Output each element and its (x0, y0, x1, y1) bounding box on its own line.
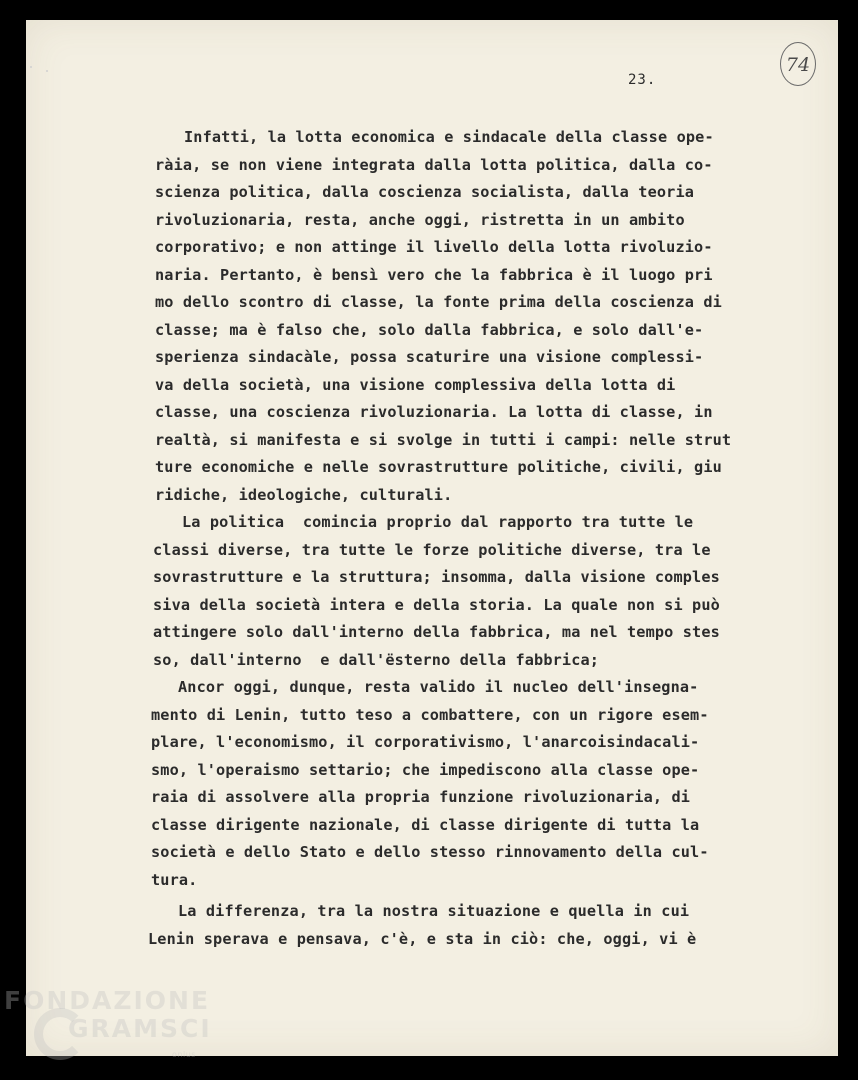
text-line: La differenza, tra la nostra situazione e quella in cui (178, 902, 690, 920)
text-line: La politica comincia proprio dal rapporto tra tutte le (182, 513, 694, 531)
text-line: società e dello Stato e dello stesso rinnovamento della cul- (151, 843, 709, 861)
text-line: naria. Pertanto, è bensì vero che la fabbrica è il luogo pri (155, 266, 713, 284)
text-line: Ancor oggi, dunque, resta valido il nucleo dell'insegna- (178, 678, 699, 696)
text-line: siva della società intera e della storia. La quale non si può (153, 596, 720, 614)
watermark-line3: onlus (172, 1050, 196, 1059)
text-line: tura. (151, 871, 198, 889)
text-line: mo dello scontro di classe, la fonte prima della coscienza di (155, 293, 722, 311)
text-line: va della società, una visione complessiva della lotta di (155, 376, 676, 394)
watermark-line1: FONDAZIONE (4, 986, 211, 1015)
text-line: scienza politica, dalla coscienza socialista, dalla teoria (155, 183, 695, 201)
watermark-line2: GRAMSCI (68, 1014, 212, 1043)
text-line: attingere solo dall'interno della fabbrica, ma nel tempo stes (153, 623, 720, 641)
text-line: classe; ma è falso che, solo dalla fabbrica, e solo dall'e- (155, 321, 704, 339)
text-line: classe, una coscienza rivoluzionaria. La lotta di classe, in (155, 403, 713, 421)
text-line: smo, l'operaismo settario; che impediscono alla classe ope- (151, 761, 700, 779)
text-line: sovrastrutture e la struttura; insomma, dalla visione comples (153, 568, 720, 586)
text-line: realtà, si manifesta e si svolge in tutti i campi: nelle strut (155, 431, 732, 449)
text-line: ture economiche e nelle sovrastrutture politiche, civili, giu (155, 458, 722, 476)
text-line: classe dirigente nazionale, di classe dirigente di tutta la (151, 816, 700, 834)
text-line: mento di Lenin, tutto teso a combattere, con un rigore esem- (151, 706, 709, 724)
text-line: Lenin sperava e pensava, c'è, e sta in ciò: che, oggi, vi è (148, 930, 697, 948)
text-line: rivoluzionaria, resta, anche oggi, ristretta in un ambito (155, 211, 685, 229)
text-line: ridiche, ideologiche, culturali. (155, 486, 453, 504)
text-line: so, dall'interno e dall'ësterno della fabbrica; (153, 651, 600, 669)
text-line: classi diverse, tra tutte le forze politiche diverse, tra le (153, 541, 711, 559)
page-number: 23. (628, 72, 657, 88)
text-line: Infatti, la lotta economica e sindacale della classe ope- (184, 128, 714, 146)
handwritten-folio-number: 74 (780, 42, 816, 86)
text-line: plare, l'economismo, il corporativismo, l'anarcoisindacali- (151, 733, 700, 751)
text-line: ràia, se non viene integrata dalla lotta politica, dalla co- (155, 156, 713, 174)
text-line: sperienza sindacàle, possa scaturire una visione complessi- (155, 348, 704, 366)
text-line: corporativo; e non attinge il livello della lotta rivoluzio- (155, 238, 713, 256)
text-line: raia di assolvere alla propria funzione rivoluzionaria, di (151, 788, 691, 806)
